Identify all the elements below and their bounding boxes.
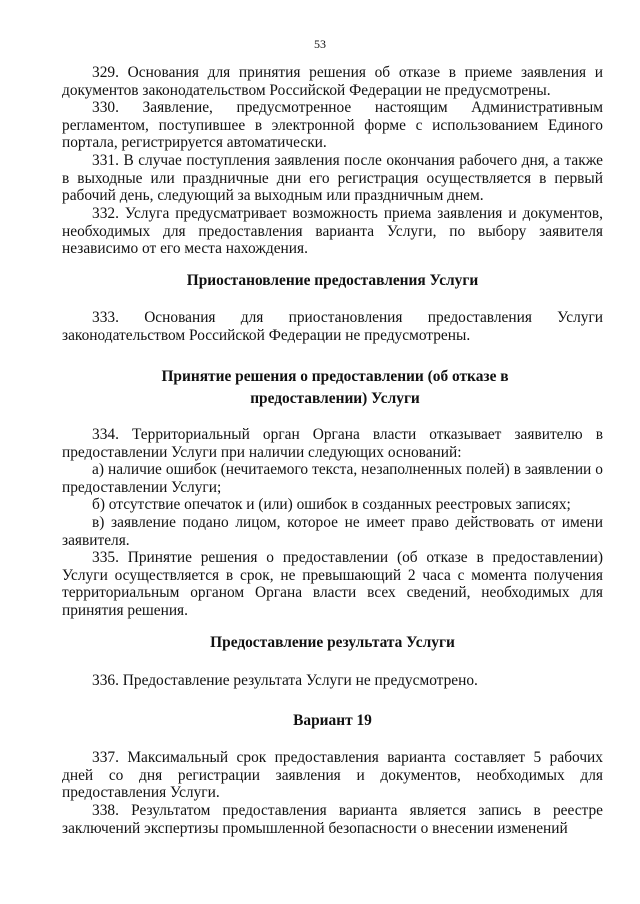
paragraph-338: 338. Результатом предоставления варианта является запись в реестре заключений экспертизы промышленной безопасности о внесении изменений — [62, 802, 603, 837]
paragraph-334: 334. Территориальный орган Органа власти отказывает заявителю в предоставлении Услуги при наличии следующих оснований: — [62, 426, 603, 461]
paragraph-329: 329. Основания для принятия решения об отказе в приеме заявления и документов законодательством Российской Федерации не предусмотрены. — [62, 64, 603, 99]
paragraph-330: 330. Заявление, предусмотренное настоящим Административным регламентом, поступившее в электронной форме с использованием Единого портала, регистрируется автоматически. — [62, 99, 603, 152]
paragraph-332: 332. Услуга предусматривает возможность приема заявления и документов, необходимых для предоставления варианта Услуги, по выбору заявителя независимо от его места нахождения. — [62, 205, 603, 258]
paragraph-335: 335. Принятие решения о предоставлении (об отказе в предоставлении) Услуги осуществляется в срок, не превышающий 2 часа с момента получения территориальным органом Органа власти всех сведений, необходимых для принятия решения. — [62, 549, 603, 619]
section-heading-variant-19: Вариант 19 — [293, 712, 372, 729]
paragraph-333: 333. Основания для приостановления предоставления Услуги законодательством Российской Федерации не предусмотрены. — [62, 309, 603, 344]
paragraph-331: 331. В случае поступления заявления после окончания рабочего дня, а также в выходные или праздничные дни его регистрация осуществляется в первый рабочий день, следующий за выходным или праздничным днем. — [62, 152, 603, 205]
page-number: 53 — [314, 37, 326, 51]
section-heading-result: Предоставление результата Услуги — [210, 634, 455, 651]
list-item-c: в) заявление подано лицом, которое не имеет право действовать от имени заявителя. — [62, 514, 603, 549]
paragraph-336: 336. Предоставление результата Услуги не предусмотрено. — [92, 672, 478, 689]
section-heading-decision: Принятие решения о предоставлении (об отказе в предоставлении) Услуги — [161, 368, 509, 407]
list-item-a: а) наличие ошибок (нечитаемого текста, незаполненных полей) в заявлении о предоставлении Услуги; — [62, 461, 603, 496]
section-heading-suspension: Приостановление предоставления Услуги — [186, 272, 479, 289]
list-item-b: б) отсутствие опечаток и (или) ошибок в созданных реестровых записях; — [92, 496, 571, 513]
paragraph-337: 337. Максимальный срок предоставления варианта составляет 5 рабочих дней со дня регистрации заявления и документов, необходимых для предоставления Услуги. — [62, 749, 603, 802]
